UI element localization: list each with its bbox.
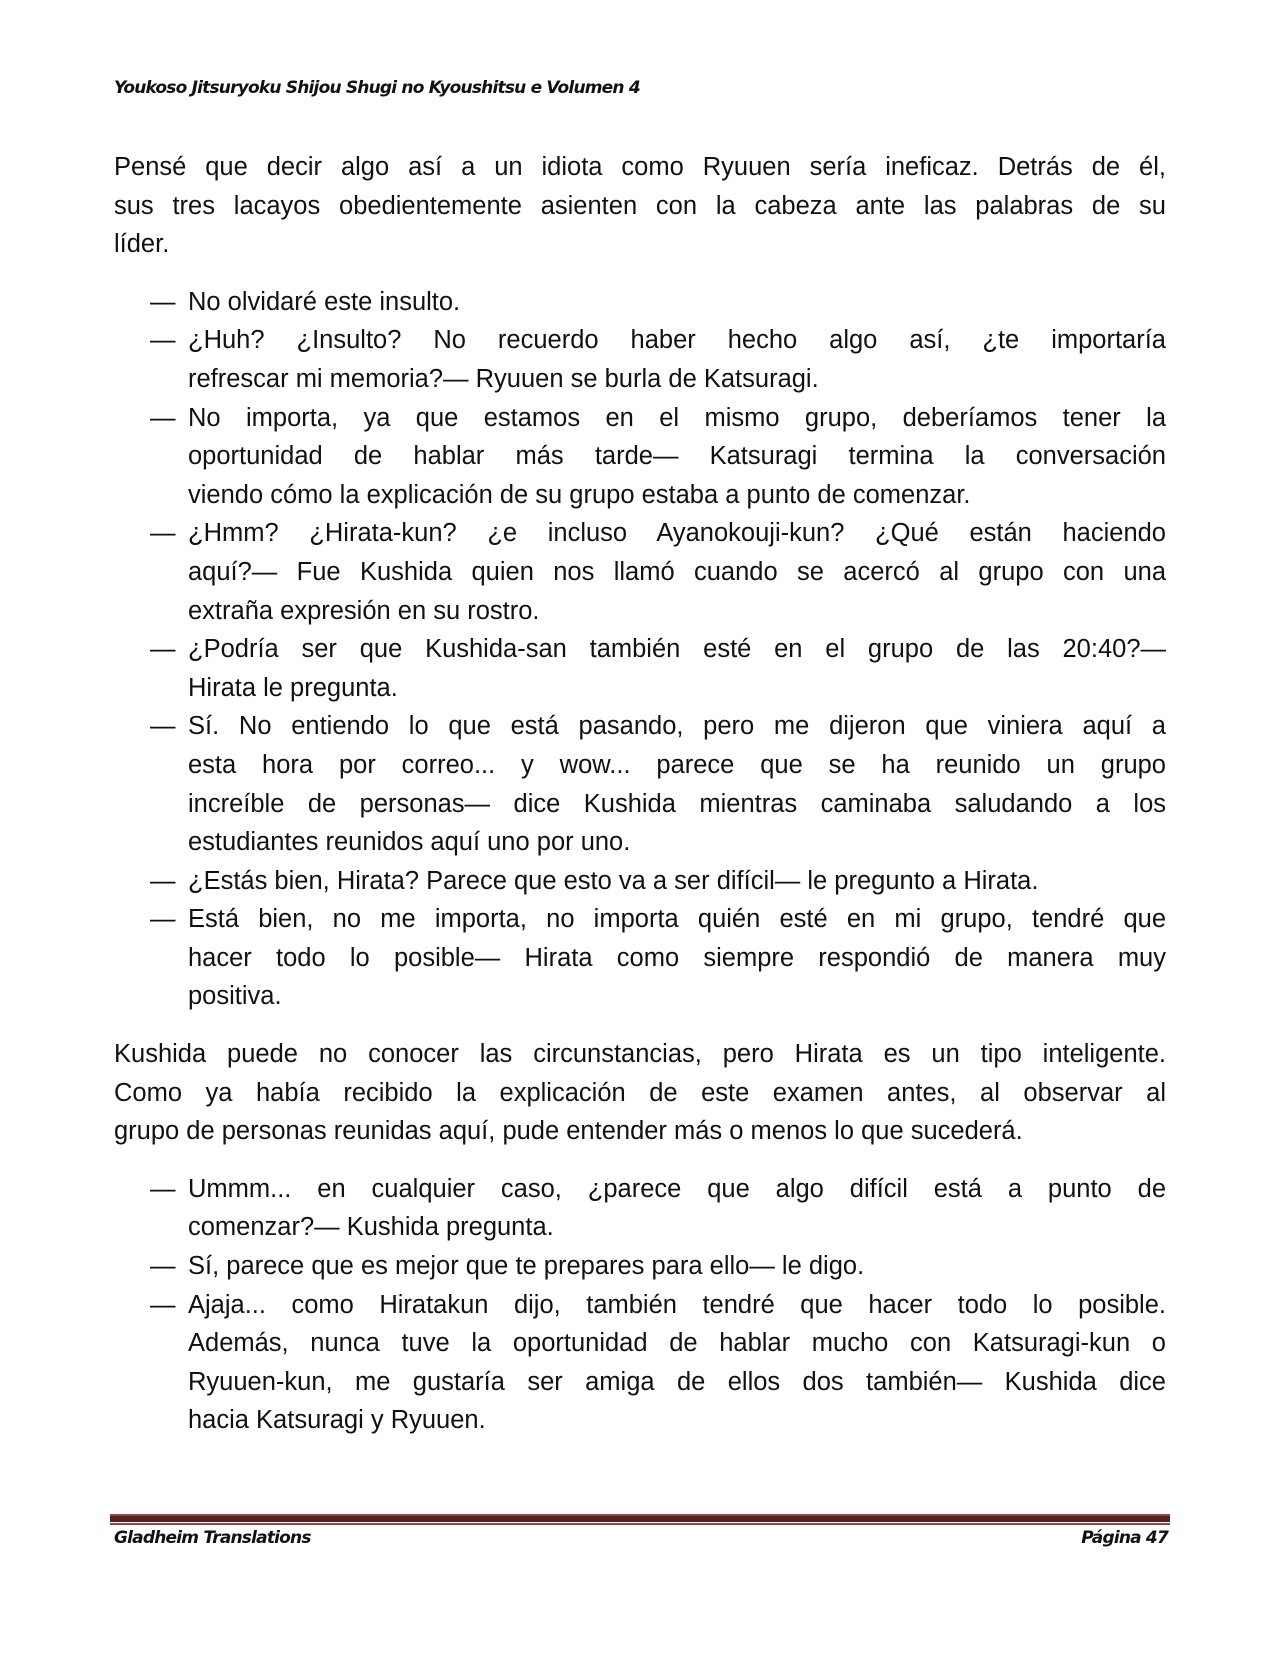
dialogue-list	[114, 1170, 1166, 1440]
dialogue-line	[150, 1247, 1166, 1286]
dialogue-text: oportunidad de hablar más tarde— Katsuragi termina la conversación	[188, 442, 1166, 471]
dialogue-line	[188, 785, 1166, 824]
dialogue-line	[150, 630, 1166, 669]
dialogue-entry	[114, 283, 1166, 322]
dialogue-dash: —	[150, 712, 176, 741]
dialogue-dash: —	[150, 866, 176, 895]
paragraph	[114, 1035, 1166, 1151]
dialogue-dash: —	[150, 1174, 176, 1203]
dialogue-text: esta hora por correo... y wow... parece que se ha reunido un grupo	[188, 750, 1166, 779]
dialogue-line	[188, 977, 1166, 1016]
dialogue-text: Ryuuen-kun, me gustaría ser amiga de ellos dos también— Kushida dice	[188, 1367, 1166, 1396]
dialogue-line	[150, 399, 1166, 438]
text-line: Kushida puede no conocer las circunstancias, pero Hirata es un tipo inteligente.	[114, 1040, 1166, 1069]
dialogue-line	[188, 746, 1166, 785]
dialogue-entry	[114, 1247, 1166, 1286]
dialogue-line	[150, 1170, 1166, 1209]
dialogue-text: hacia Katsuragi y Ryuuen.	[188, 1406, 486, 1435]
dialogue-text: Está bien, no me importa, no importa quién esté en mi grupo, tendré que	[188, 905, 1166, 934]
dialogue-text: viendo cómo la explicación de su grupo estaba a punto de comenzar.	[188, 480, 971, 509]
dialogue-dash: —	[150, 1252, 176, 1281]
dialogue-line	[150, 321, 1166, 360]
dialogue-text: ¿Estás bien, Hirata? Parece que esto va a ser difícil— le pregunto a Hirata.	[188, 866, 1039, 895]
dialogue-line	[188, 669, 1166, 708]
dialogue-entry	[114, 862, 1166, 901]
dialogue-text: positiva.	[188, 982, 282, 1011]
dialogue-entry	[114, 1170, 1166, 1247]
dialogue-text: Sí, parece que es mejor que te prepares para ello— le digo.	[188, 1252, 865, 1281]
dialogue-text: Ajaja... como Hiratakun dijo, también tendré que hacer todo lo posible.	[188, 1290, 1166, 1319]
dialogue-line	[188, 592, 1166, 631]
dialogue-text: estudiantes reunidos aquí uno por uno.	[188, 828, 631, 857]
dialogue-dash: —	[150, 403, 176, 432]
text-line: sus tres lacayos obedientemente asienten con la cabeza ante las palabras de su	[114, 191, 1166, 220]
footer-divider	[110, 1514, 1170, 1525]
dialogue-line	[188, 476, 1166, 515]
dialogue-text: No importa, ya que estamos en el mismo grupo, deberíamos tener la	[188, 403, 1166, 432]
dialogue-dash: —	[150, 635, 176, 664]
dialogue-line	[150, 514, 1166, 553]
dialogue-dash: —	[150, 1290, 176, 1319]
dialogue-line	[150, 283, 1166, 322]
dialogue-line	[150, 707, 1166, 746]
dialogue-line	[188, 1208, 1166, 1247]
dialogue-line	[188, 1324, 1166, 1363]
page-number: Página 47	[1081, 1528, 1168, 1548]
dialogue-text: comenzar?— Kushida pregunta.	[188, 1213, 554, 1242]
page-body	[114, 148, 1166, 1459]
dialogue-text: Hirata le pregunta.	[188, 673, 398, 702]
dialogue-dash: —	[150, 905, 176, 934]
dialogue-text: ¿Huh? ¿Insulto? No recuerdo haber hecho algo así, ¿te importaría	[188, 326, 1166, 355]
dialogue-text: refrescar mi memoria?— Ryuuen se burla de Katsuragi.	[188, 364, 819, 393]
dialogue-text: Ummm... en cualquier caso, ¿parece que algo difícil está a punto de	[188, 1174, 1166, 1203]
dialogue-text: ¿Podría ser que Kushida-san también esté en el grupo de las 20:40?—	[188, 635, 1166, 664]
dialogue-entry	[114, 1286, 1166, 1440]
dialogue-line	[188, 1363, 1166, 1402]
dialogue-text: hacer todo lo posible— Hirata como siempre respondió de manera muy	[188, 943, 1166, 972]
dialogue-text: No olvidaré este insulto.	[188, 287, 461, 316]
dialogue-text: ¿Hmm? ¿Hirata-kun? ¿e incluso Ayanokouji-kun? ¿Qué están haciendo	[188, 519, 1166, 548]
dialogue-text: aquí?— Fue Kushida quien nos llamó cuando se acercó al grupo con una	[188, 557, 1166, 586]
dialogue-text: Además, nunca tuve la oportunidad de hablar mucho con Katsuragi-kun o	[188, 1329, 1166, 1358]
dialogue-line	[188, 360, 1166, 399]
dialogue-entry	[114, 399, 1166, 515]
dialogue-text: increíble de personas— dice Kushida mientras caminaba saludando a los	[188, 789, 1166, 818]
paragraph	[114, 148, 1166, 264]
dialogue-line	[150, 862, 1166, 901]
dialogue-entry	[114, 321, 1166, 398]
dialogue-line	[188, 437, 1166, 476]
footer-translator: Gladheim Translations	[114, 1528, 311, 1548]
dialogue-line	[188, 1401, 1166, 1440]
dialogue-entry	[114, 900, 1166, 1016]
dialogue-dash: —	[150, 287, 176, 316]
text-line: grupo de personas reunidas aquí, pude entender más o menos lo que sucederá.	[114, 1117, 1023, 1146]
dialogue-entry	[114, 630, 1166, 707]
text-line: Pensé que decir algo así a un idiota como Ryuuen sería ineficaz. Detrás de él,	[114, 153, 1166, 181]
dialogue-entry	[114, 707, 1166, 861]
dialogue-line	[150, 1286, 1166, 1325]
dialogue-line	[188, 823, 1166, 862]
dialogue-dash: —	[150, 326, 176, 355]
dialogue-text: Sí. No entiendo lo que está pasando, pero me dijeron que viniera aquí a	[188, 712, 1166, 741]
running-header: Youkoso Jitsuryoku Shijou Shugi no Kyoushitsu e Volumen 4	[114, 78, 640, 98]
text-line: líder.	[114, 230, 170, 259]
dialogue-entry	[114, 514, 1166, 630]
dialogue-dash: —	[150, 519, 176, 548]
dialogue-line	[150, 900, 1166, 939]
dialogue-text: extraña expresión en su rostro.	[188, 596, 540, 625]
dialogue-list	[114, 283, 1166, 1016]
dialogue-line	[188, 553, 1166, 592]
text-line: Como ya había recibido la explicación de este examen antes, al observar al	[114, 1078, 1166, 1107]
dialogue-line	[188, 939, 1166, 978]
